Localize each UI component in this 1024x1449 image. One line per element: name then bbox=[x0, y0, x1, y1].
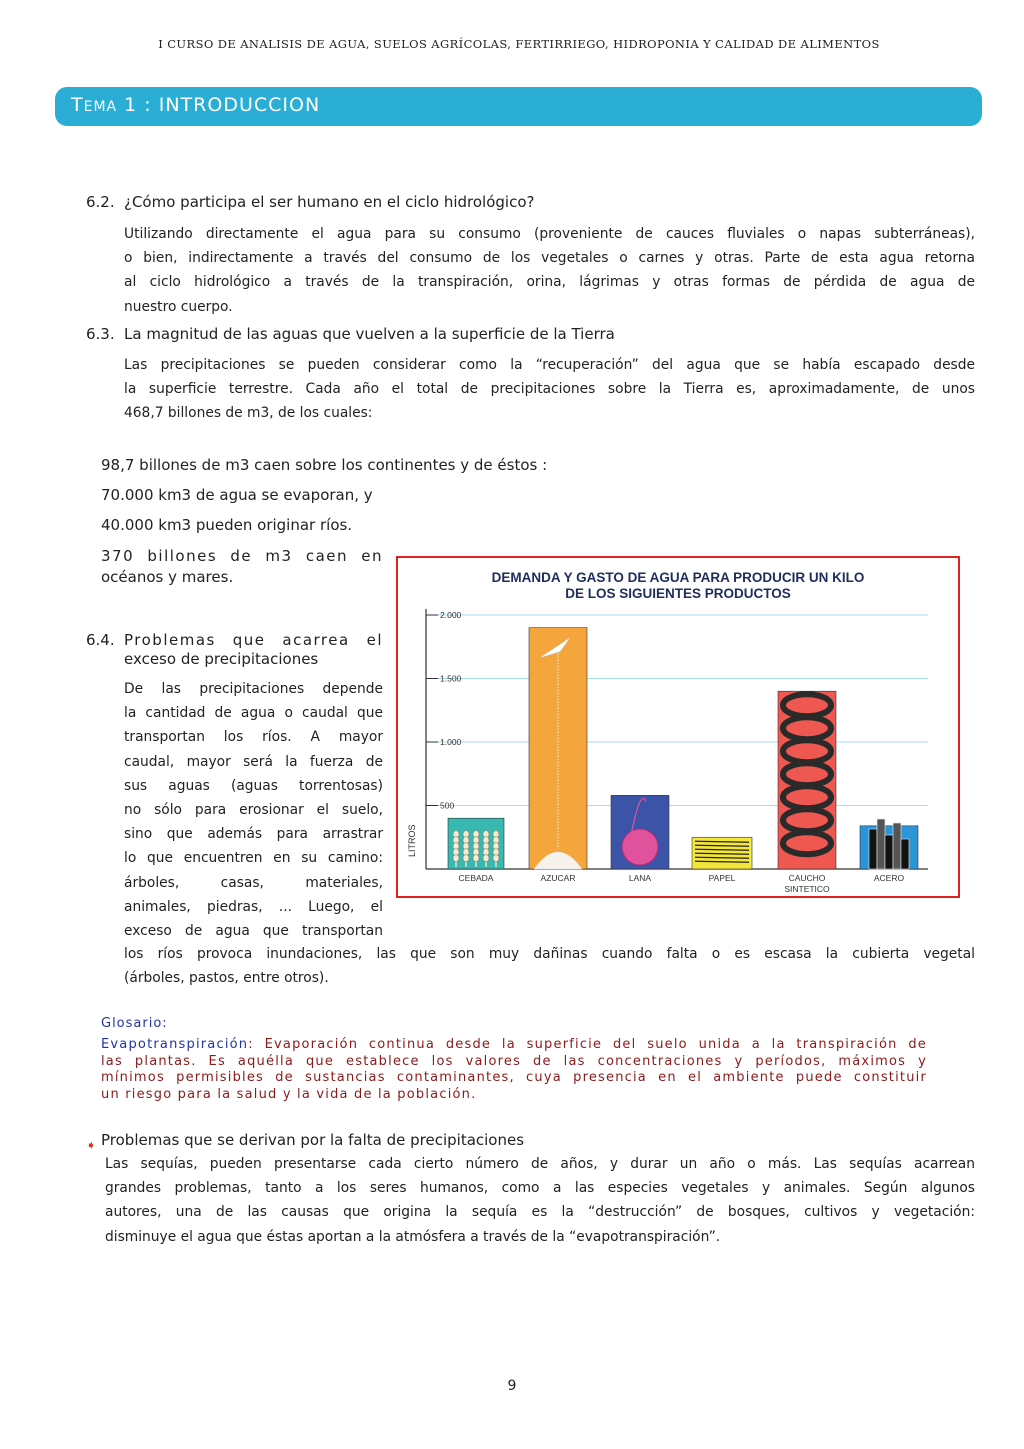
list-item: océanos y mares. bbox=[101, 568, 234, 586]
paragraph-line: (árboles, pastos, entre otros). bbox=[124, 970, 329, 987]
section-6-4-title-line1: Problemas que acarrea el bbox=[124, 631, 383, 649]
chapter-title-rest: 1 : INTRODUCCION bbox=[117, 94, 321, 116]
barley-grain-icon bbox=[493, 855, 499, 862]
steel-beam-icon bbox=[869, 829, 877, 869]
chart-title-line2: DE LOS SIGUIENTES PRODUCTOS bbox=[565, 586, 791, 601]
paragraph-line: animales, piedras, ... Luego, el bbox=[124, 898, 383, 915]
x-tick-label: CAUCHO bbox=[788, 873, 826, 883]
section-6-4-body-narrow bbox=[124, 677, 383, 943]
paragraph-line: Las precipitaciones se pueden considerar como la “recuperación” del agua que se había escapado desde bbox=[124, 357, 975, 373]
chart-title-line1: DEMANDA Y GASTO DE AGUA PARA PRODUCIR UN KILO bbox=[491, 570, 865, 585]
bar-azucar bbox=[529, 628, 587, 869]
section-6-2-title: ¿Cómo participa el ser humano en el ciclo hidrológico? bbox=[124, 193, 535, 211]
glossary-title: Glosario: bbox=[101, 1016, 168, 1031]
drought-body bbox=[105, 1152, 975, 1249]
paragraph-line: autores, una de las causas que origina la sequía es la “destrucción” de bosques, cultivos y vegetación: bbox=[105, 1204, 975, 1221]
water-demand-chart bbox=[396, 556, 960, 898]
paragraph-line: transportan los ríos. A mayor bbox=[124, 729, 383, 746]
paragraph-line: caudal, mayor será la fuerza de bbox=[124, 753, 383, 770]
y-tick-label: 1.500 bbox=[440, 673, 462, 684]
list-item: 98,7 billones de m3 caen sobre los continentes y de éstos : bbox=[101, 456, 548, 474]
section-6-4-title-line2: exceso de precipitaciones bbox=[124, 650, 319, 668]
y-tick-label: 1.000 bbox=[440, 737, 462, 747]
paragraph-line: Las sequías, pueden presentarse cada cierto número de años, y durar un año o más. Las sequías acarrean bbox=[105, 1156, 975, 1172]
steel-beam-icon bbox=[901, 839, 909, 869]
yarn-ball-icon bbox=[622, 829, 658, 865]
list-item: 370 billones de m3 caen en bbox=[101, 547, 383, 565]
running-header: I CURSO DE ANALISIS DE AGUA, SUELOS AGRÍCOLAS, FERTIRRIEGO, HIDROPONIA Y CALIDAD DE ALIMENTOS bbox=[158, 37, 880, 51]
x-tick-label: PAPEL bbox=[708, 873, 736, 883]
paragraph-line: al ciclo hidrológico a través de la transpiración, orina, lágrimas y otras formas de pérdida de agua de bbox=[124, 274, 975, 291]
section-6-4-body-wide bbox=[124, 942, 975, 990]
barley-grain-icon bbox=[483, 855, 489, 862]
paragraph-line: De las precipitaciones depende bbox=[124, 681, 383, 697]
section-6-2-number: 6.2. bbox=[86, 193, 115, 211]
x-tick-label: CEBADA bbox=[458, 873, 494, 883]
y-axis-label: LITROS bbox=[407, 824, 417, 857]
chapter-title-initial: T bbox=[71, 94, 84, 116]
steel-beam-icon bbox=[885, 835, 893, 869]
paragraph-line: disminuye el agua que éstas aportan a la atmósfera a través de la “evapotranspiración”. bbox=[105, 1228, 721, 1245]
list-item: 70.000 km3 de agua se evaporan, y bbox=[101, 486, 373, 504]
glossary-line bbox=[101, 1037, 927, 1054]
list-item: 40.000 km3 pueden originar ríos. bbox=[101, 516, 353, 534]
paragraph-line: grandes problemas, tanto a los seres humanos, como a las especies vegetales y animales. Según algunos bbox=[105, 1180, 975, 1197]
y-tick-label: 500 bbox=[440, 800, 455, 811]
paragraph-line: la cantidad de agua o caudal que bbox=[124, 705, 383, 722]
y-tick-label: 2.000 bbox=[440, 610, 462, 620]
section-6-3-body bbox=[124, 353, 975, 426]
paragraph-line: árboles, casas, materiales, bbox=[124, 874, 383, 891]
glossary-line: mínimos permisibles de sustancias contaminantes, cuya presencia en el ambiente puede constituir bbox=[101, 1070, 927, 1086]
steel-beam-icon bbox=[877, 819, 885, 869]
paragraph-line: lo que encuentren en su camino: bbox=[124, 850, 383, 867]
section-6-4-number: 6.4. bbox=[86, 631, 115, 649]
section-6-3-number: 6.3. bbox=[86, 325, 115, 343]
x-tick-label: ACERO bbox=[873, 873, 905, 883]
paragraph-line: sino que además para arrastrar bbox=[124, 826, 383, 843]
paragraph-line: sus aguas (aguas torrentosas) bbox=[124, 777, 383, 794]
paragraph-line: Utilizando directamente el agua para su consumo (proveniente de cauces fluviales o napas subterráneas), bbox=[124, 226, 975, 242]
glossary-line: las plantas. Es aquélla que establece los valores de las concentraciones y períodos, máximos y bbox=[101, 1053, 927, 1069]
bullet-arrow-icon: ➧ bbox=[86, 1138, 97, 1152]
paragraph-line: 468,7 billones de m3, de los cuales: bbox=[124, 405, 373, 422]
steel-beam-icon bbox=[893, 823, 901, 869]
paragraph-line: nuestro cuerpo. bbox=[124, 298, 233, 315]
barley-grain-icon bbox=[473, 855, 479, 862]
paragraph-line: los ríos provoca inundaciones, las que son muy dañinas cuando falta o es escasa la cubierta vegetal bbox=[124, 946, 975, 962]
x-tick-label: AZUCAR bbox=[540, 873, 576, 883]
glossary-definition-start: : Evaporación continua desde la superficie del suelo unida a la transpiración de bbox=[248, 1037, 927, 1052]
x-tick-label: LANA bbox=[628, 873, 652, 883]
x-tick-label: SINTETICO bbox=[784, 884, 830, 894]
section-6-2-body bbox=[124, 222, 975, 319]
drought-title: Problemas que se derivan por la falta de precipitaciones bbox=[101, 1131, 525, 1149]
chapter-title-smallcaps: EMA bbox=[83, 99, 118, 115]
paragraph-line: exceso de agua que transportan bbox=[124, 923, 383, 940]
glossary-term: Evapotranspiración bbox=[101, 1037, 249, 1052]
section-6-3-title: La magnitud de las aguas que vuelven a la superficie de la Tierra bbox=[124, 325, 615, 343]
page-number: 9 bbox=[507, 1378, 517, 1394]
paragraph-line: la superficie terrestre. Cada año el total de precipitaciones sobre la Tierra es, aproximadamente, de unos bbox=[124, 381, 975, 398]
glossary-body bbox=[101, 1037, 927, 1103]
paragraph-line: o bien, indirectamente a través del consumo de los vegetales o carnes y otras. Parte de esta agua retorna bbox=[124, 250, 975, 267]
chapter-banner bbox=[55, 87, 982, 126]
barley-grain-icon bbox=[463, 855, 469, 862]
chart-plot bbox=[398, 558, 957, 895]
glossary-line: un riesgo para la salud y la vida de la población. bbox=[101, 1086, 477, 1102]
barley-grain-icon bbox=[453, 855, 459, 862]
paragraph-line: no sólo para erosionar el suelo, bbox=[124, 802, 383, 819]
chapter-title bbox=[71, 94, 320, 116]
